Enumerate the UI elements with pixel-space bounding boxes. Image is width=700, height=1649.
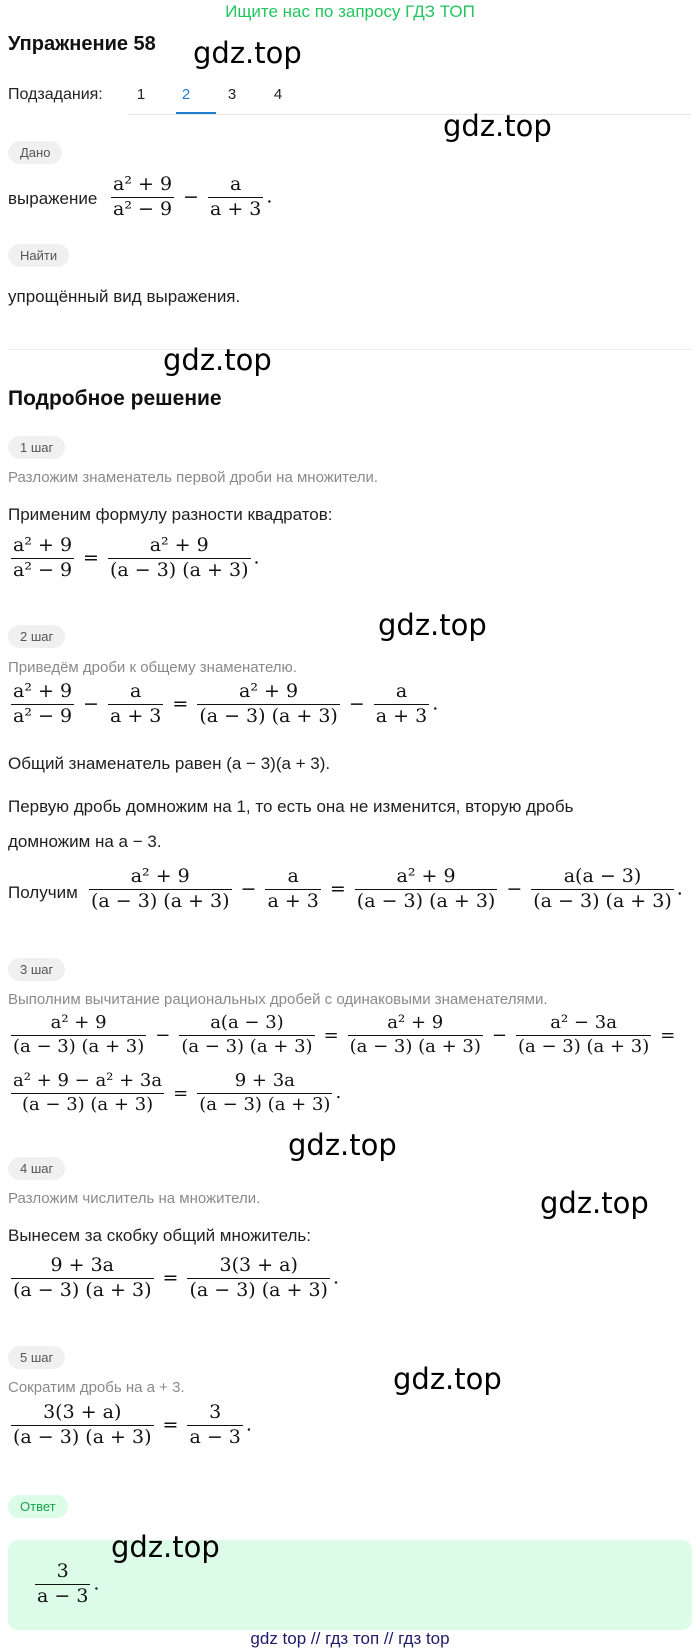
given-chip: Дано [8, 141, 62, 164]
page-title: Упражнение 58 [8, 33, 156, 55]
solution-heading: Подробное решение [8, 387, 222, 410]
step-2-mult-line-1: Первую дробь домножим на 1, то есть она не изменится, вторую дробь [8, 797, 574, 816]
tab-subtask-3[interactable]: 3 [227, 86, 237, 103]
find-chip: Найти [8, 244, 69, 267]
step-3-equation-line-1: $\frac{\text{a² + 9}}{(a - 3) (a + 3)}$ − $\frac{a(a - 3)}{(a - 3) (a + 3)}$ = $\frac{\text{a² + 9}}{(a - 3) (a + 3)}$ − $\frac{\text{a² − 3a}}{(a - 3) (a + 3)}$ = [13, 1012, 676, 1057]
section-divider [8, 349, 692, 350]
step-1-hint: Разложим знаменатель первой дроби на множители. [8, 469, 379, 486]
step-2-equation: $\frac{\text{a² + 9}}{\text{a² − 9}}$ − $\frac{a}{a + 3}$ = $\frac{\text{a² + 9}}{(a - 3) (a + 3)}$ − $\frac{a}{a + 3}$ . [13, 680, 439, 727]
step-2-hint: Приведём дроби к общему знаменателю. [8, 659, 297, 676]
step-1-equation: $\frac{\text{a² + 9}}{\text{a² − 9}}$ = $\frac{\text{a² + 9}}{(a - 3) (a + 3)}$ . [13, 534, 260, 581]
step-5-chip: 5 шаг [8, 1346, 65, 1369]
step-4-text: Вынесем за скобку общий множитель: [8, 1226, 311, 1245]
watermark: gdz.top [111, 1530, 220, 1564]
step-5-hint: Сократим дробь на a + 3. [8, 1379, 185, 1396]
search-banner[interactable]: Ищите нас по запросу ГДЗ ТОП [225, 2, 475, 21]
step-2-got-label: Получим [8, 883, 78, 902]
watermark: gdz.top [163, 343, 272, 377]
tab-subtask-2[interactable]: 2 [181, 86, 191, 103]
footer-links[interactable]: gdz top // гдз топ // гдз top [250, 1629, 450, 1648]
watermark: gdz.top [193, 36, 302, 70]
given-prefix: выражение [8, 189, 98, 208]
step-2-common: Общий знаменатель равен (a − 3)(a + 3). [8, 754, 331, 773]
step-3-equation-line-2: $\frac{\text{a² + 9 − a² + 3a}}{(a - 3) (a + 3)}$ = $\frac{9 + 3a}{(a - 3) (a + 3)}$ . [13, 1070, 342, 1115]
active-tab-indicator [176, 112, 216, 114]
step-4-hint: Разложим числитель на множители. [8, 1190, 261, 1207]
tabs-divider [128, 114, 691, 115]
watermark: gdz.top [393, 1362, 502, 1396]
find-text: упрощённый вид выражения. [8, 287, 241, 306]
answer-chip: Ответ [8, 1495, 68, 1518]
step-1-chip: 1 шаг [8, 436, 65, 459]
watermark: gdz.top [288, 1128, 397, 1162]
watermark: gdz.top [540, 1186, 649, 1220]
step-2-mult-line-2: домножим на a − 3. [8, 832, 162, 851]
step-2-chip: 2 шаг [8, 625, 65, 648]
tab-subtask-1[interactable]: 1 [136, 86, 146, 103]
step-1-text: Применим формулу разности квадратов: [8, 505, 333, 524]
watermark: gdz.top [378, 608, 487, 642]
step-5-equation: $\frac{3(3 + a)}{(a - 3) (a + 3)}$ = $\frac{3}{a - 3}$ . [13, 1401, 252, 1448]
step-3-chip: 3 шаг [8, 958, 65, 981]
step-2-result: $\frac{\text{a² + 9}}{(a - 3) (a + 3)}$ − $\frac{a}{a + 3}$ = $\frac{\text{a² + 9}}{(a - 3) (a + 3)}$ − $\frac{a(a - 3)}{(a - 3) (a + 3)}$ . [91, 865, 683, 912]
answer-expression: $\frac{3}{a - 3}$ . [37, 1560, 100, 1607]
given-expression: $\frac{\text{a² + 9}}{\text{a² − 9}}$ − $\frac{a}{a + 3}$ . [113, 173, 273, 220]
step-4-equation: $\frac{9 + 3a}{(a - 3) (a + 3)}$ = $\frac{3(3 + a)}{(a - 3) (a + 3)}$ . [13, 1254, 340, 1301]
subtasks-label: Подзадания: [8, 86, 103, 103]
tab-subtask-4[interactable]: 4 [273, 86, 283, 103]
step-4-chip: 4 шаг [8, 1157, 65, 1180]
step-3-hint: Выполним вычитание рациональных дробей с одинаковыми знаменателями. [8, 991, 548, 1008]
watermark: gdz.top [443, 109, 552, 143]
